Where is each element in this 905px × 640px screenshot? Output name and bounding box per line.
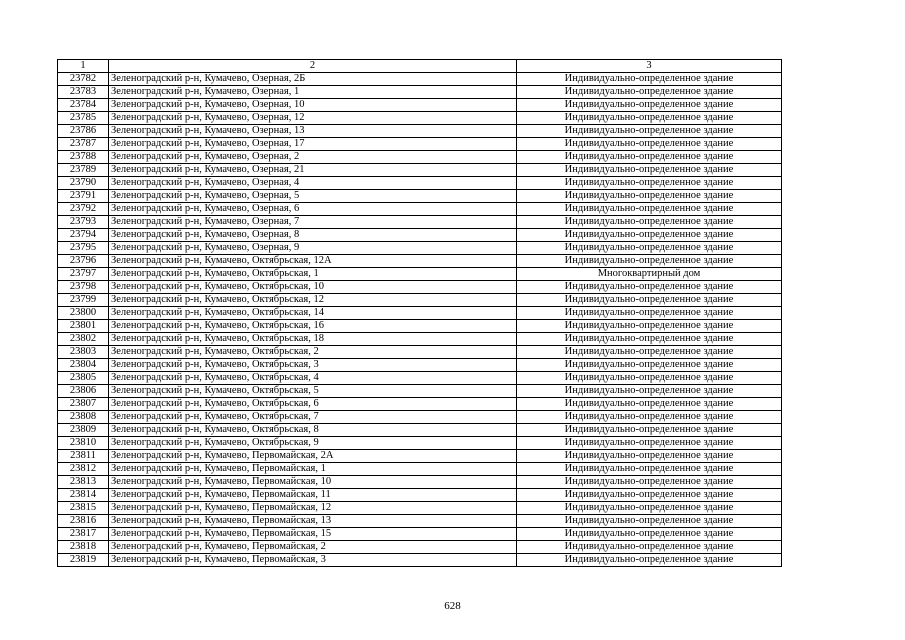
row-number-cell: 23815 bbox=[58, 502, 109, 515]
row-number-cell: 23811 bbox=[58, 450, 109, 463]
column-header-address: 2 bbox=[109, 60, 517, 73]
row-number-cell: 23801 bbox=[58, 320, 109, 333]
row-type-cell: Многоквартирный дом bbox=[517, 268, 782, 281]
row-address-cell: Зеленоградский р-н, Кумачево, Озерная, 21 bbox=[109, 164, 517, 177]
table-row bbox=[58, 229, 782, 242]
table-row bbox=[58, 424, 782, 437]
table-row bbox=[58, 359, 782, 372]
row-type-cell: Индивидуально-определенное здание bbox=[517, 346, 782, 359]
row-number-cell: 23812 bbox=[58, 463, 109, 476]
row-number-cell: 23796 bbox=[58, 255, 109, 268]
row-address-cell: Зеленоградский р-н, Кумачево, Озерная, 2 bbox=[109, 151, 517, 164]
table-row bbox=[58, 138, 782, 151]
row-type-cell: Индивидуально-определенное здание bbox=[517, 294, 782, 307]
row-type-cell: Индивидуально-определенное здание bbox=[517, 73, 782, 86]
row-type-cell: Индивидуально-определенное здание bbox=[517, 424, 782, 437]
row-number-cell: 23793 bbox=[58, 216, 109, 229]
table-row bbox=[58, 320, 782, 333]
row-type-cell: Индивидуально-определенное здание bbox=[517, 177, 782, 190]
row-address-cell: Зеленоградский р-н, Кумачево, Октябрьская, 5 bbox=[109, 385, 517, 398]
row-type-cell: Индивидуально-определенное здание bbox=[517, 125, 782, 138]
row-number-cell: 23804 bbox=[58, 359, 109, 372]
table-row bbox=[58, 541, 782, 554]
row-type-cell: Индивидуально-определенное здание bbox=[517, 242, 782, 255]
table-row bbox=[58, 463, 782, 476]
table-row bbox=[58, 177, 782, 190]
row-number-cell: 23787 bbox=[58, 138, 109, 151]
column-header-type: 3 bbox=[517, 60, 782, 73]
row-address-cell: Зеленоградский р-н, Кумачево, Первомайская, 3 bbox=[109, 554, 517, 567]
table-row bbox=[58, 489, 782, 502]
registry-table-body bbox=[58, 60, 782, 567]
row-type-cell: Индивидуально-определенное здание bbox=[517, 164, 782, 177]
row-address-cell: Зеленоградский р-н, Кумачево, Озерная, 6 bbox=[109, 203, 517, 216]
row-address-cell: Зеленоградский р-н, Кумачево, Октябрьская, 6 bbox=[109, 398, 517, 411]
table-row bbox=[58, 216, 782, 229]
row-type-cell: Индивидуально-определенное здание bbox=[517, 528, 782, 541]
row-address-cell: Зеленоградский р-н, Кумачево, Озерная, 2Б bbox=[109, 73, 517, 86]
row-address-cell: Зеленоградский р-н, Кумачево, Октябрьская, 12 bbox=[109, 294, 517, 307]
row-address-cell: Зеленоградский р-н, Кумачево, Первомайская, 2 bbox=[109, 541, 517, 554]
row-type-cell: Индивидуально-определенное здание bbox=[517, 255, 782, 268]
row-address-cell: Зеленоградский р-н, Кумачево, Октябрьская, 14 bbox=[109, 307, 517, 320]
table-row bbox=[58, 86, 782, 99]
row-number-cell: 23788 bbox=[58, 151, 109, 164]
row-address-cell: Зеленоградский р-н, Кумачево, Озерная, 4 bbox=[109, 177, 517, 190]
row-address-cell: Зеленоградский р-н, Кумачево, Октябрьская, 7 bbox=[109, 411, 517, 424]
row-address-cell: Зеленоградский р-н, Кумачево, Озерная, 12 bbox=[109, 112, 517, 125]
row-number-cell: 23808 bbox=[58, 411, 109, 424]
row-number-cell: 23795 bbox=[58, 242, 109, 255]
page-number: 628 bbox=[444, 600, 461, 612]
row-type-cell: Индивидуально-определенное здание bbox=[517, 112, 782, 125]
table-row bbox=[58, 411, 782, 424]
table-row bbox=[58, 268, 782, 281]
row-address-cell: Зеленоградский р-н, Кумачево, Первомайская, 10 bbox=[109, 476, 517, 489]
row-type-cell: Индивидуально-определенное здание bbox=[517, 476, 782, 489]
row-number-cell: 23785 bbox=[58, 112, 109, 125]
row-type-cell: Индивидуально-определенное здание bbox=[517, 307, 782, 320]
row-number-cell: 23799 bbox=[58, 294, 109, 307]
row-number-cell: 23794 bbox=[58, 229, 109, 242]
row-type-cell: Индивидуально-определенное здание bbox=[517, 151, 782, 164]
table-row bbox=[58, 476, 782, 489]
row-number-cell: 23798 bbox=[58, 281, 109, 294]
row-number-cell: 23782 bbox=[58, 73, 109, 86]
row-address-cell: Зеленоградский р-н, Кумачево, Октябрьская, 3 bbox=[109, 359, 517, 372]
row-address-cell: Зеленоградский р-н, Кумачево, Октябрьская, 16 bbox=[109, 320, 517, 333]
row-number-cell: 23792 bbox=[58, 203, 109, 216]
row-type-cell: Индивидуально-определенное здание bbox=[517, 333, 782, 346]
row-number-cell: 23797 bbox=[58, 268, 109, 281]
registry-table bbox=[57, 59, 782, 567]
table-row bbox=[58, 73, 782, 86]
row-type-cell: Индивидуально-определенное здание bbox=[517, 541, 782, 554]
row-type-cell: Индивидуально-определенное здание bbox=[517, 320, 782, 333]
row-number-cell: 23784 bbox=[58, 99, 109, 112]
row-address-cell: Зеленоградский р-н, Кумачево, Октябрьская, 10 bbox=[109, 281, 517, 294]
row-type-cell: Индивидуально-определенное здание bbox=[517, 372, 782, 385]
row-number-cell: 23806 bbox=[58, 385, 109, 398]
row-number-cell: 23810 bbox=[58, 437, 109, 450]
table-row bbox=[58, 385, 782, 398]
row-number-cell: 23803 bbox=[58, 346, 109, 359]
row-number-cell: 23800 bbox=[58, 307, 109, 320]
row-number-cell: 23814 bbox=[58, 489, 109, 502]
row-type-cell: Индивидуально-определенное здание bbox=[517, 411, 782, 424]
row-address-cell: Зеленоградский р-н, Кумачево, Октябрьская, 1 bbox=[109, 268, 517, 281]
row-type-cell: Индивидуально-определенное здание bbox=[517, 502, 782, 515]
table-row bbox=[58, 333, 782, 346]
row-address-cell: Зеленоградский р-н, Кумачево, Октябрьская, 4 bbox=[109, 372, 517, 385]
row-address-cell: Зеленоградский р-н, Кумачево, Первомайская, 2А bbox=[109, 450, 517, 463]
row-type-cell: Индивидуально-определенное здание bbox=[517, 554, 782, 567]
row-address-cell: Зеленоградский р-н, Кумачево, Озерная, 7 bbox=[109, 216, 517, 229]
row-number-cell: 23813 bbox=[58, 476, 109, 489]
row-type-cell: Индивидуально-определенное здание bbox=[517, 450, 782, 463]
row-address-cell: Зеленоградский р-н, Кумачево, Октябрьская, 9 bbox=[109, 437, 517, 450]
table-row bbox=[58, 164, 782, 177]
table-row bbox=[58, 255, 782, 268]
table-row bbox=[58, 203, 782, 216]
table-row bbox=[58, 99, 782, 112]
table-row bbox=[58, 151, 782, 164]
row-number-cell: 23816 bbox=[58, 515, 109, 528]
table-header-row bbox=[58, 60, 782, 73]
row-number-cell: 23789 bbox=[58, 164, 109, 177]
table-row bbox=[58, 515, 782, 528]
row-type-cell: Индивидуально-определенное здание bbox=[517, 385, 782, 398]
row-number-cell: 23809 bbox=[58, 424, 109, 437]
row-type-cell: Индивидуально-определенное здание bbox=[517, 515, 782, 528]
row-address-cell: Зеленоградский р-н, Кумачево, Первомайская, 12 bbox=[109, 502, 517, 515]
table-row bbox=[58, 528, 782, 541]
row-type-cell: Индивидуально-определенное здание bbox=[517, 281, 782, 294]
row-address-cell: Зеленоградский р-н, Кумачево, Первомайская, 13 bbox=[109, 515, 517, 528]
row-address-cell: Зеленоградский р-н, Кумачево, Октябрьская, 8 bbox=[109, 424, 517, 437]
table-row bbox=[58, 502, 782, 515]
row-number-cell: 23805 bbox=[58, 372, 109, 385]
column-header-number: 1 bbox=[58, 60, 109, 73]
row-address-cell: Зеленоградский р-н, Кумачево, Озерная, 8 bbox=[109, 229, 517, 242]
row-address-cell: Зеленоградский р-н, Кумачево, Озерная, 9 bbox=[109, 242, 517, 255]
row-number-cell: 23818 bbox=[58, 541, 109, 554]
row-number-cell: 23791 bbox=[58, 190, 109, 203]
table-row bbox=[58, 437, 782, 450]
table-row bbox=[58, 112, 782, 125]
row-number-cell: 23807 bbox=[58, 398, 109, 411]
row-type-cell: Индивидуально-определенное здание bbox=[517, 229, 782, 242]
table-row bbox=[58, 372, 782, 385]
row-address-cell: Зеленоградский р-н, Кумачево, Озерная, 10 bbox=[109, 99, 517, 112]
table-row bbox=[58, 294, 782, 307]
row-address-cell: Зеленоградский р-н, Кумачево, Озерная, 13 bbox=[109, 125, 517, 138]
row-address-cell: Зеленоградский р-н, Кумачево, Октябрьская, 2 bbox=[109, 346, 517, 359]
row-type-cell: Индивидуально-определенное здание bbox=[517, 489, 782, 502]
row-type-cell: Индивидуально-определенное здание bbox=[517, 216, 782, 229]
table-row bbox=[58, 398, 782, 411]
row-type-cell: Индивидуально-определенное здание bbox=[517, 437, 782, 450]
table-row bbox=[58, 346, 782, 359]
row-type-cell: Индивидуально-определенное здание bbox=[517, 99, 782, 112]
table-row bbox=[58, 450, 782, 463]
row-type-cell: Индивидуально-определенное здание bbox=[517, 190, 782, 203]
row-address-cell: Зеленоградский р-н, Кумачево, Озерная, 17 bbox=[109, 138, 517, 151]
row-number-cell: 23817 bbox=[58, 528, 109, 541]
row-type-cell: Индивидуально-определенное здание bbox=[517, 138, 782, 151]
row-address-cell: Зеленоградский р-н, Кумачево, Первомайская, 15 bbox=[109, 528, 517, 541]
row-number-cell: 23786 bbox=[58, 125, 109, 138]
row-address-cell: Зеленоградский р-н, Кумачево, Первомайская, 11 bbox=[109, 489, 517, 502]
table-row bbox=[58, 307, 782, 320]
table-row bbox=[58, 281, 782, 294]
row-number-cell: 23783 bbox=[58, 86, 109, 99]
row-type-cell: Индивидуально-определенное здание bbox=[517, 86, 782, 99]
row-address-cell: Зеленоградский р-н, Кумачево, Озерная, 1 bbox=[109, 86, 517, 99]
row-type-cell: Индивидуально-определенное здание bbox=[517, 359, 782, 372]
row-address-cell: Зеленоградский р-н, Кумачево, Октябрьская, 12А bbox=[109, 255, 517, 268]
table-row bbox=[58, 554, 782, 567]
table-row bbox=[58, 190, 782, 203]
row-type-cell: Индивидуально-определенное здание bbox=[517, 463, 782, 476]
row-address-cell: Зеленоградский р-н, Кумачево, Озерная, 5 bbox=[109, 190, 517, 203]
row-address-cell: Зеленоградский р-н, Кумачево, Первомайская, 1 bbox=[109, 463, 517, 476]
row-number-cell: 23802 bbox=[58, 333, 109, 346]
row-number-cell: 23790 bbox=[58, 177, 109, 190]
row-type-cell: Индивидуально-определенное здание bbox=[517, 203, 782, 216]
table-row bbox=[58, 242, 782, 255]
row-address-cell: Зеленоградский р-н, Кумачево, Октябрьская, 18 bbox=[109, 333, 517, 346]
row-number-cell: 23819 bbox=[58, 554, 109, 567]
row-type-cell: Индивидуально-определенное здание bbox=[517, 398, 782, 411]
table-row bbox=[58, 125, 782, 138]
